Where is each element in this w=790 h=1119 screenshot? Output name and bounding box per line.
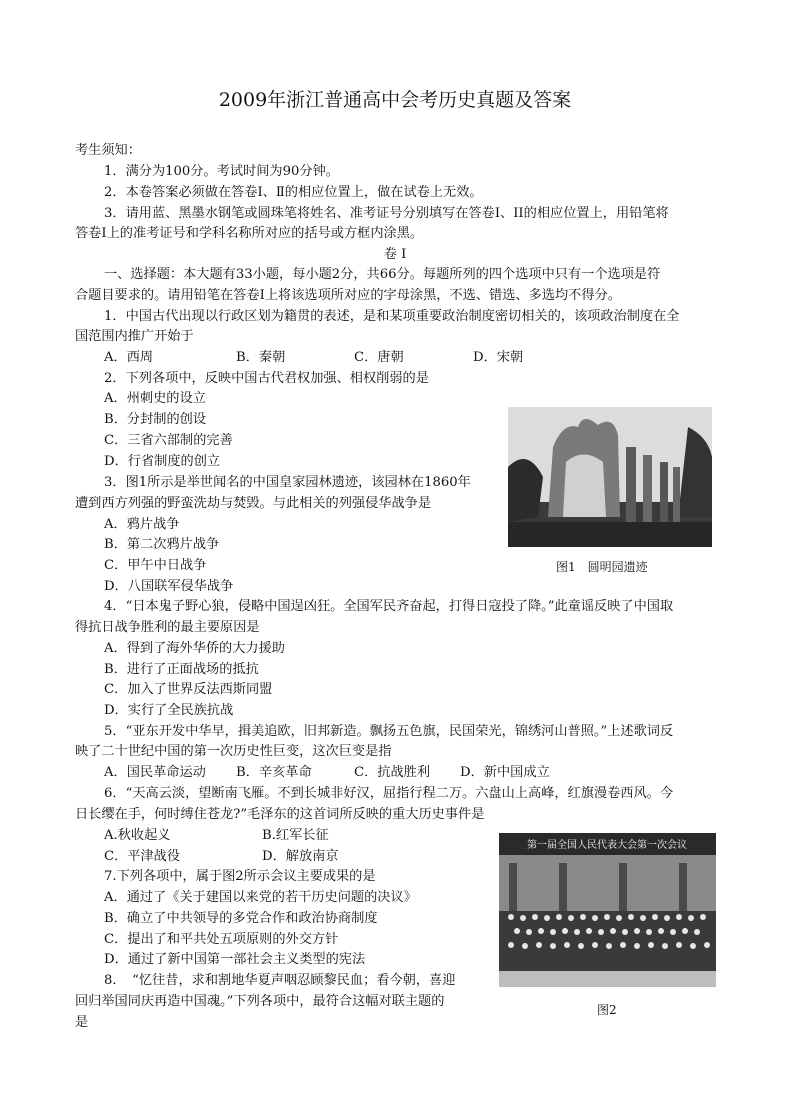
section-title: 卷 Ⅰ: [383, 247, 407, 262]
q8-line-2: 回归举国同庆再造中国魂。”下列各项中，最符合这幅对联主题的: [75, 994, 445, 1009]
q7-option-a: A．通过了《关于建国以来党的若干历史问题的决议》: [104, 890, 417, 905]
q6-line-2: 日长缨在手，何时缚住苍龙?”毛泽东的这首词所反映的重大历史事件是: [75, 807, 485, 822]
q6-option-c: C．平津战役: [104, 849, 181, 864]
q7-option-c: C．提出了和平共处五项原则的外交方针: [104, 932, 339, 947]
q3-option-d: D．八国联军侵华战争: [104, 579, 234, 594]
q3-line-1: 3．图1所示是举世闻名的中国皇家园林遗迹，该园林在1860年: [104, 475, 471, 490]
q5-option-b: B．辛亥革命: [236, 765, 312, 780]
q5-option-c: C．抗战胜利: [354, 765, 431, 780]
q2-option-a: A．州刺史的设立: [104, 391, 206, 406]
document-title: 2009年浙江普通高中会考历史真题及答案: [218, 89, 572, 111]
q3-option-c: C．甲午中日战争: [104, 558, 207, 573]
q5-option-d: D．新中国成立: [460, 765, 550, 780]
q1-option-c: C．唐朝: [354, 350, 404, 365]
q1-line-2: 国范围内推广开始于: [75, 329, 194, 344]
q5-line-2: 映了二十世纪中国的第一次历史性巨变，这次巨变是指: [75, 744, 392, 759]
q7-option-b: B．确立了中共领导的多党合作和政治协商制度: [104, 911, 378, 926]
q4-option-b: B．进行了正面战场的抵抗: [104, 662, 259, 677]
q7-option-d: D．通过了新中国第一部社会主义类型的宪法: [104, 952, 366, 967]
q2-option-b: B．分封制的创设: [104, 412, 207, 427]
q2-option-c: C．三省六部制的完善: [104, 433, 233, 448]
q1-option-d: D．宋朝: [473, 350, 524, 365]
q6-line-1: 6．“天高云淡，望断南飞雁。不到长城非好汉，屈指行程二万。六盘山上高峰，红旗漫卷西风。今: [104, 786, 674, 801]
figure-2-photo: [499, 833, 716, 987]
figure-1-caption: 图1 圆明园遗迹: [556, 560, 648, 574]
q7-stem: 7.下列各项中，属于图2所示会议主要成果的是: [104, 869, 376, 884]
figure-2-caption: 图2: [597, 1003, 617, 1017]
q3-line-2: 遭到西方列强的野蛮洗劫与焚毁。与此相关的列强侵华战争是: [75, 496, 432, 511]
q6-option-d: D．解放南京: [262, 849, 339, 864]
figure-1-photo: [508, 407, 712, 547]
q4-option-c: C．加入了世界反法西斯同盟: [104, 682, 273, 697]
q2-stem: 2．下列各项中，反映中国古代君权加强、相权削弱的是: [104, 371, 429, 386]
notice-item-3: 3．请用蓝、黑墨水钢笔或圆珠笔将姓名、准考证号分别填写在答卷Ⅰ、II的相应位置上，用铅笔将: [104, 206, 669, 221]
q1-option-a: A．西周: [104, 350, 154, 365]
figure-2-banner: 第一届全国人民代表大会第一次会议: [527, 840, 687, 851]
q6-option-a: A.秋收起义: [104, 828, 171, 843]
instructions-line-1: 一、选择题：本大题有33小题，每小题2分，共66分。每题所列的四个选项中只有一个选项是符: [104, 267, 661, 282]
q6-option-b: B.红军长征: [262, 828, 329, 843]
q8-line-1: 8． “忆往昔，求和割地华夏声咽忍顾黎民血；看今朝，喜迎: [104, 973, 456, 988]
notice-item-2: 2．本卷答案必须做在答卷Ⅰ、Ⅱ的相应位置上，做在试卷上无效。: [104, 185, 483, 200]
q3-option-b: B．第二次鸦片战争: [104, 537, 220, 552]
q4-line-1: 4．“日本鬼子野心狼，侵略中国逞凶狂。全国军民齐奋起，打得日寇投了降。”此童谣反映了中国取: [104, 599, 674, 614]
q2-option-d: D．行省制度的创立: [104, 454, 221, 469]
q4-option-a: A．得到了海外华侨的大力援助: [104, 641, 285, 656]
q1-option-b: B．秦朝: [236, 350, 286, 365]
q8-line-3: 是: [75, 1015, 89, 1030]
q1-line-1: 1．中国古代出现以行政区划为籍贯的表述，是和某项重要政治制度密切相关的，该项政治制度在全: [104, 309, 680, 324]
q5-option-a: A．国民革命运动: [104, 765, 206, 780]
q5-line-1: 5．“亚东开发中华早，揖美追欧，旧邦新造。飘扬五色旗，民国荣光，锦绣河山普照。”上述歌词反: [104, 724, 674, 739]
instructions-line-2: 合题目要求的。请用铅笔在答卷Ⅰ上将该选项所对应的字母涂黑，不选、错选、多选均不得分。: [75, 288, 621, 303]
q4-line-2: 得抗日战争胜利的最主要原因是: [75, 620, 260, 635]
notice-item-1: 1．满分为100分。考试时间为90分钟。: [104, 164, 339, 179]
q4-option-d: D．实行了全民族抗战: [104, 703, 234, 718]
q3-option-a: A．鸦片战争: [104, 517, 180, 532]
notice-item-3-cont: 答卷Ⅰ上的准考证号和学科名称所对应的括号或方框内涂黑。: [75, 226, 424, 241]
notice-heading: 考生须知：: [75, 143, 141, 158]
